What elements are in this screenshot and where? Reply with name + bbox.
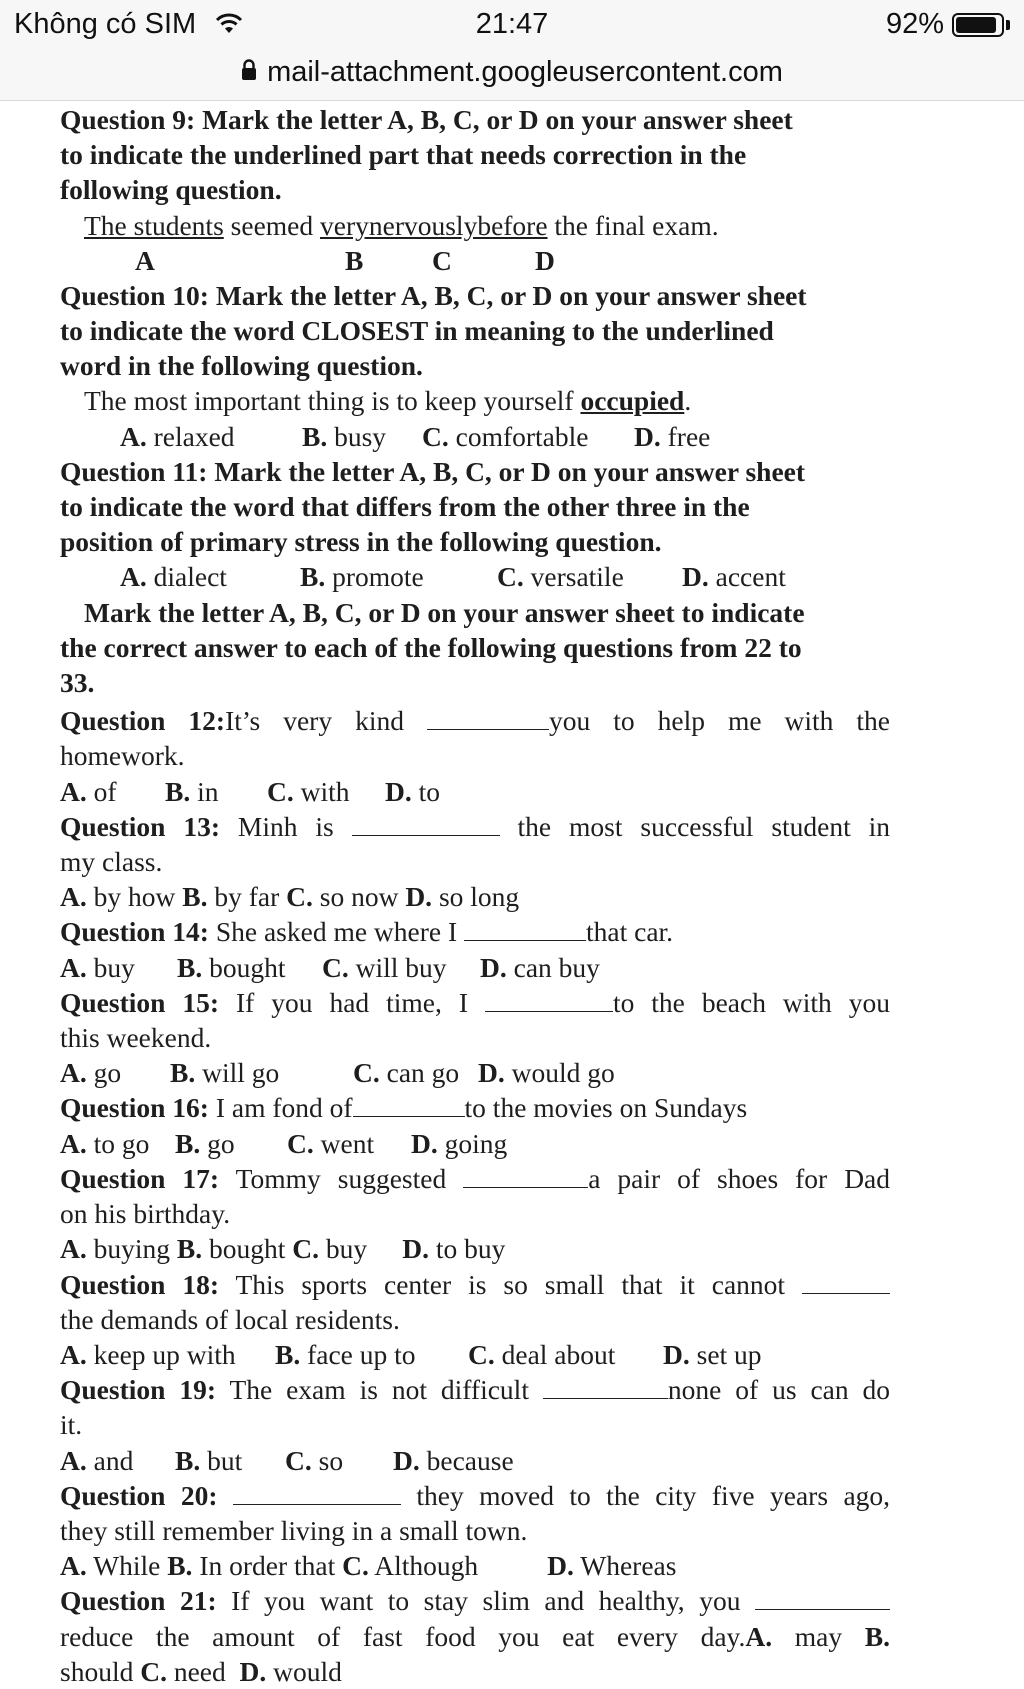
option-letter: D. <box>682 561 709 593</box>
question-text: If you had time, I <box>236 986 468 1018</box>
question-text: Minh is <box>237 810 334 842</box>
option-text: to <box>418 775 441 807</box>
option-letter: A. <box>60 1338 87 1370</box>
option-letter: A. <box>60 1057 87 1089</box>
option-letter: B. <box>165 775 191 807</box>
underlined-part-a: The students <box>84 209 224 241</box>
option-b[interactable] <box>165 774 267 809</box>
question-label: Question 19: <box>60 1374 217 1406</box>
underline-letters <box>60 243 890 278</box>
option-letter: A. <box>120 561 147 593</box>
option-text: bought <box>209 951 286 983</box>
question-text: they moved to the city five years ago, <box>416 1479 891 1511</box>
answer-options <box>60 1548 890 1583</box>
option-letter: C. <box>292 1233 319 1265</box>
question-text: to the movies on Sundays <box>464 1092 748 1124</box>
option-d[interactable] <box>240 1656 342 1687</box>
battery-percent: 92% <box>885 8 944 40</box>
question-label: Question 13: <box>60 810 220 842</box>
option-letter: A. <box>60 1233 87 1265</box>
document-body <box>60 102 890 1689</box>
option-letter: B. <box>170 1057 196 1089</box>
option-d[interactable] <box>402 1233 505 1264</box>
option-text: to go <box>93 1127 150 1159</box>
option-c[interactable] <box>286 881 398 912</box>
battery-tip <box>1006 20 1010 30</box>
option-text: may <box>794 1620 843 1652</box>
option-b[interactable] <box>302 419 422 454</box>
question-10 <box>60 278 890 454</box>
question-text: you to help me with the <box>548 705 891 737</box>
question-text: I am fond of <box>215 1092 353 1124</box>
option-text: buy <box>93 951 135 983</box>
option-c[interactable] <box>285 1443 393 1478</box>
instruction-line: following question. <box>60 174 282 206</box>
option-letter: C. <box>285 1444 312 1476</box>
option-b[interactable] <box>300 559 497 594</box>
option-c[interactable] <box>353 1055 478 1090</box>
option-b[interactable] <box>177 1233 285 1264</box>
option-text: in <box>197 775 219 807</box>
answer-blank <box>464 916 586 941</box>
option-c[interactable] <box>342 1548 547 1583</box>
instruction-line: Mark the letter A, B, C, or D on your answer sheet to indicate <box>84 596 805 628</box>
option-text: need <box>173 1655 226 1687</box>
underlined-word: occupied <box>580 385 685 417</box>
option-text: dialect <box>153 561 227 593</box>
question-label: Question 15: <box>60 986 220 1018</box>
option-text: of <box>93 775 117 807</box>
option-text: will go <box>202 1057 280 1089</box>
option-c[interactable] <box>140 1656 226 1687</box>
option-d[interactable] <box>478 1057 615 1088</box>
question-text: this weekend. <box>60 1022 212 1054</box>
question-label: Question 21: <box>60 1585 217 1617</box>
question-text: my class. <box>60 846 163 878</box>
option-b[interactable] <box>275 1337 468 1372</box>
option-text: so now <box>319 881 399 913</box>
option-text: would go <box>511 1057 615 1089</box>
letter-b: B <box>345 244 364 276</box>
option-text: promote <box>332 561 424 593</box>
option-b-text[interactable]: should <box>60 1655 134 1687</box>
question-text: She asked me where I <box>215 916 458 948</box>
question-text: to the beach with you <box>612 986 891 1018</box>
question-text: none of us can do <box>667 1374 891 1406</box>
option-text: would <box>273 1655 342 1687</box>
option-text: free <box>667 420 711 452</box>
option-b[interactable] <box>175 1443 285 1478</box>
option-letter: B. <box>175 1444 201 1476</box>
instruction-line: to indicate the word that differs from the other three in the <box>60 491 750 523</box>
option-text: face up to <box>307 1338 416 1370</box>
option-letter: B. <box>167 1550 193 1582</box>
option-c[interactable] <box>287 1126 411 1161</box>
underlined-part-bcd: verynervouslybefore <box>320 209 548 241</box>
option-letter: D. <box>405 881 433 913</box>
option-a[interactable] <box>745 1621 842 1652</box>
instruction-line: position of primary stress in the following question. <box>60 526 662 558</box>
question-label: Question 16: <box>60 1092 209 1124</box>
sentence-text: seemed <box>223 209 320 241</box>
option-letter: D. <box>480 951 507 983</box>
option-letter: C. <box>267 775 294 807</box>
clock: 21:47 <box>475 8 549 40</box>
question-21 <box>60 1583 890 1689</box>
instruction-line: Mark the letter A, B, C, or D on your answer sheet <box>202 104 793 135</box>
option-a[interactable] <box>60 950 177 985</box>
option-d[interactable] <box>480 952 600 983</box>
answer-options <box>60 1055 890 1090</box>
question-text: homework. <box>60 740 185 772</box>
question-text: it. <box>60 1409 83 1441</box>
question-14 <box>60 914 890 984</box>
sentence-text: The most important thing is to keep yourself <box>84 385 581 417</box>
option-letter: D. <box>547 1550 574 1582</box>
option-text: because <box>426 1444 514 1476</box>
option-text: In order that <box>199 1550 336 1582</box>
option-letter: B. <box>177 951 203 983</box>
instruction-line: 33. <box>60 667 95 699</box>
option-letter: C. <box>353 1057 380 1089</box>
question-13 <box>60 809 890 915</box>
answer-options <box>60 1337 890 1372</box>
option-d[interactable] <box>547 1550 676 1581</box>
option-c[interactable] <box>497 559 682 594</box>
option-text: Although <box>374 1550 479 1582</box>
option-text: by how <box>93 881 176 913</box>
option-b[interactable] <box>177 950 322 985</box>
option-text: comfortable <box>455 420 589 452</box>
option-text: While <box>93 1550 161 1582</box>
option-letter: B. <box>300 561 326 593</box>
option-d[interactable] <box>385 776 440 807</box>
battery-icon <box>952 13 1004 37</box>
option-text: went <box>320 1127 375 1159</box>
question-text: The exam is not difficult <box>229 1374 529 1406</box>
option-text: buying <box>93 1233 171 1265</box>
option-a[interactable] <box>60 1233 170 1264</box>
question-12 <box>60 703 890 809</box>
question-19 <box>60 1372 890 1478</box>
option-text: keep up with <box>93 1338 236 1370</box>
answer-options <box>60 774 890 809</box>
option-text: going <box>444 1127 508 1159</box>
option-text: busy <box>334 420 387 452</box>
option-d[interactable] <box>393 1445 514 1476</box>
option-a[interactable] <box>60 1337 275 1372</box>
question-18 <box>60 1267 890 1373</box>
option-letter: D. <box>634 420 661 452</box>
option-letter: B. <box>175 1127 201 1159</box>
question-20 <box>60 1478 890 1584</box>
answer-blank <box>463 1163 588 1188</box>
option-b-letter[interactable]: B. <box>864 1620 891 1652</box>
option-a[interactable] <box>60 1126 175 1161</box>
option-text: and <box>93 1444 134 1476</box>
option-text: but <box>207 1444 243 1476</box>
option-text: can go <box>386 1057 460 1089</box>
option-letter: B. <box>275 1338 301 1370</box>
option-text: so <box>318 1444 344 1476</box>
option-d[interactable] <box>405 881 519 912</box>
option-letter: A. <box>60 881 87 913</box>
option-c[interactable] <box>292 1231 402 1266</box>
option-d[interactable] <box>411 1128 507 1159</box>
question-label: Question 10: <box>60 279 209 311</box>
question-text: on his birthday. <box>60 1198 231 1230</box>
question-label: Question 11: <box>60 455 208 487</box>
lock-icon <box>241 56 257 89</box>
instruction-line: Mark the letter A, B, C, or D on your answer sheet <box>215 279 807 311</box>
option-text: to buy <box>435 1233 506 1265</box>
option-text: relaxed <box>153 420 235 452</box>
question-text: the most successful student in <box>517 810 891 842</box>
answer-blank <box>353 1092 465 1117</box>
instruction-line: to indicate the underlined part that needs correction in the <box>60 139 747 171</box>
answer-options <box>60 879 890 914</box>
option-text: by far <box>214 881 280 913</box>
letter-d: D <box>535 244 555 276</box>
option-letter: C. <box>497 561 524 593</box>
answer-blank <box>352 811 500 836</box>
option-b[interactable] <box>175 1126 287 1161</box>
option-letter: A. <box>60 1444 87 1476</box>
option-letter: C. <box>422 420 449 452</box>
option-letter: D. <box>663 1338 690 1370</box>
question-sentence <box>60 383 890 418</box>
option-letter: C. <box>468 1338 495 1370</box>
option-a[interactable] <box>60 1443 175 1478</box>
option-letter: C. <box>286 881 313 913</box>
option-letter: D. <box>393 1444 420 1476</box>
question-text: they still remember living in a small town. <box>60 1514 528 1546</box>
option-text: versatile <box>530 561 624 593</box>
option-text: bought <box>208 1233 286 1265</box>
battery-level <box>956 17 996 33</box>
question-text: It’s very kind <box>225 705 404 737</box>
option-text: go <box>93 1057 122 1089</box>
address-bar[interactable] <box>0 52 1024 101</box>
option-letter: A. <box>60 775 87 807</box>
question-text: that car. <box>586 916 674 948</box>
sentence-text: . <box>684 385 692 417</box>
option-c[interactable] <box>468 1337 663 1372</box>
answer-options <box>60 1654 890 1689</box>
question-label: Question 12: <box>60 705 226 737</box>
option-letter: A. <box>120 420 147 452</box>
option-c[interactable] <box>322 950 480 985</box>
option-a[interactable] <box>60 1055 170 1090</box>
option-text: accent <box>715 561 786 593</box>
option-letter: A. <box>60 1550 87 1582</box>
option-b[interactable] <box>170 1055 353 1090</box>
option-letter: C. <box>287 1127 314 1159</box>
option-text: buy <box>325 1233 368 1265</box>
option-letter: A. <box>745 1620 773 1652</box>
question-16 <box>60 1090 890 1160</box>
option-text: deal about <box>501 1338 616 1370</box>
question-label: Question 20: <box>60 1479 218 1511</box>
question-9 <box>60 102 890 278</box>
question-label: Question 18: <box>60 1268 220 1300</box>
option-text: can buy <box>513 951 600 983</box>
option-b[interactable] <box>182 881 279 912</box>
answer-blank <box>802 1269 890 1294</box>
question-label: Question 9: <box>60 104 196 135</box>
option-text: with <box>300 775 350 807</box>
option-letter: C. <box>342 1550 369 1582</box>
letter-a: A <box>135 244 155 276</box>
instruction-line: word in the following question. <box>60 350 423 382</box>
option-a[interactable] <box>60 774 165 809</box>
option-letter: C. <box>140 1655 167 1687</box>
option-letter: D. <box>478 1057 505 1089</box>
answer-options <box>60 419 890 454</box>
instruction-line: to indicate the word CLOSEST in meaning to the underlined <box>60 315 774 347</box>
question-17 <box>60 1161 890 1267</box>
answer-options <box>60 950 890 985</box>
option-c[interactable] <box>422 419 634 454</box>
option-d[interactable] <box>634 421 710 452</box>
question-text: This sports center is so small that it cannot <box>235 1268 786 1300</box>
option-a[interactable] <box>60 881 175 912</box>
option-letter: A. <box>60 1127 87 1159</box>
option-text: go <box>207 1127 235 1159</box>
instruction-line: the correct answer to each of the following questions from 22 to <box>60 631 802 663</box>
option-letter: D. <box>411 1127 438 1159</box>
question-text: the demands of local residents. <box>60 1303 400 1335</box>
question-sentence <box>60 208 890 243</box>
sentence-text: the final exam. <box>547 209 719 241</box>
question-text: If you want to stay slim and healthy, you <box>231 1585 741 1617</box>
option-text: so long <box>438 881 520 913</box>
answer-blank <box>543 1374 668 1399</box>
option-d[interactable] <box>663 1339 762 1370</box>
question-11 <box>60 454 890 595</box>
option-a[interactable] <box>120 419 302 454</box>
option-text: Whereas <box>580 1550 677 1582</box>
option-letter: A. <box>60 951 87 983</box>
answer-blank <box>233 1480 401 1505</box>
option-text: will buy <box>355 951 447 983</box>
letter-c: C <box>432 244 452 276</box>
status-bar <box>0 0 1024 52</box>
answer-options <box>60 1126 890 1161</box>
instruction-line: Mark the letter A, B, C, or D on your answer sheet <box>214 455 806 487</box>
carrier-label: Không có SIM <box>14 8 197 40</box>
question-15 <box>60 985 890 1091</box>
option-d[interactable] <box>682 561 786 592</box>
question-label: Question 17: <box>60 1162 220 1194</box>
battery-status <box>886 8 1010 41</box>
option-letter: D. <box>402 1233 429 1265</box>
option-c[interactable] <box>267 774 385 809</box>
option-a[interactable] <box>60 1550 160 1581</box>
question-text: reduce the amount of fast food you eat every day. <box>60 1620 746 1652</box>
answer-options <box>60 1443 890 1478</box>
answer-blank <box>485 987 613 1012</box>
answer-options <box>60 1231 890 1266</box>
option-letter: D. <box>385 775 412 807</box>
question-text: a pair of shoes for Dad <box>588 1162 891 1194</box>
option-letter: C. <box>322 951 349 983</box>
question-label: Question 14: <box>60 916 209 948</box>
answer-options <box>60 559 890 594</box>
answer-blank <box>755 1585 890 1610</box>
question-text: Tommy suggested <box>235 1162 447 1194</box>
answer-blank <box>427 705 549 730</box>
option-a[interactable] <box>120 559 300 594</box>
option-b[interactable] <box>167 1550 335 1581</box>
option-letter: B. <box>302 420 328 452</box>
option-letter: B. <box>176 1233 203 1265</box>
option-letter: B. <box>182 881 208 913</box>
section-instruction <box>60 595 890 701</box>
url-text[interactable]: mail-attachment.googleusercontent.com <box>267 56 783 88</box>
option-text: set up <box>696 1338 762 1370</box>
option-letter: D. <box>239 1655 267 1687</box>
